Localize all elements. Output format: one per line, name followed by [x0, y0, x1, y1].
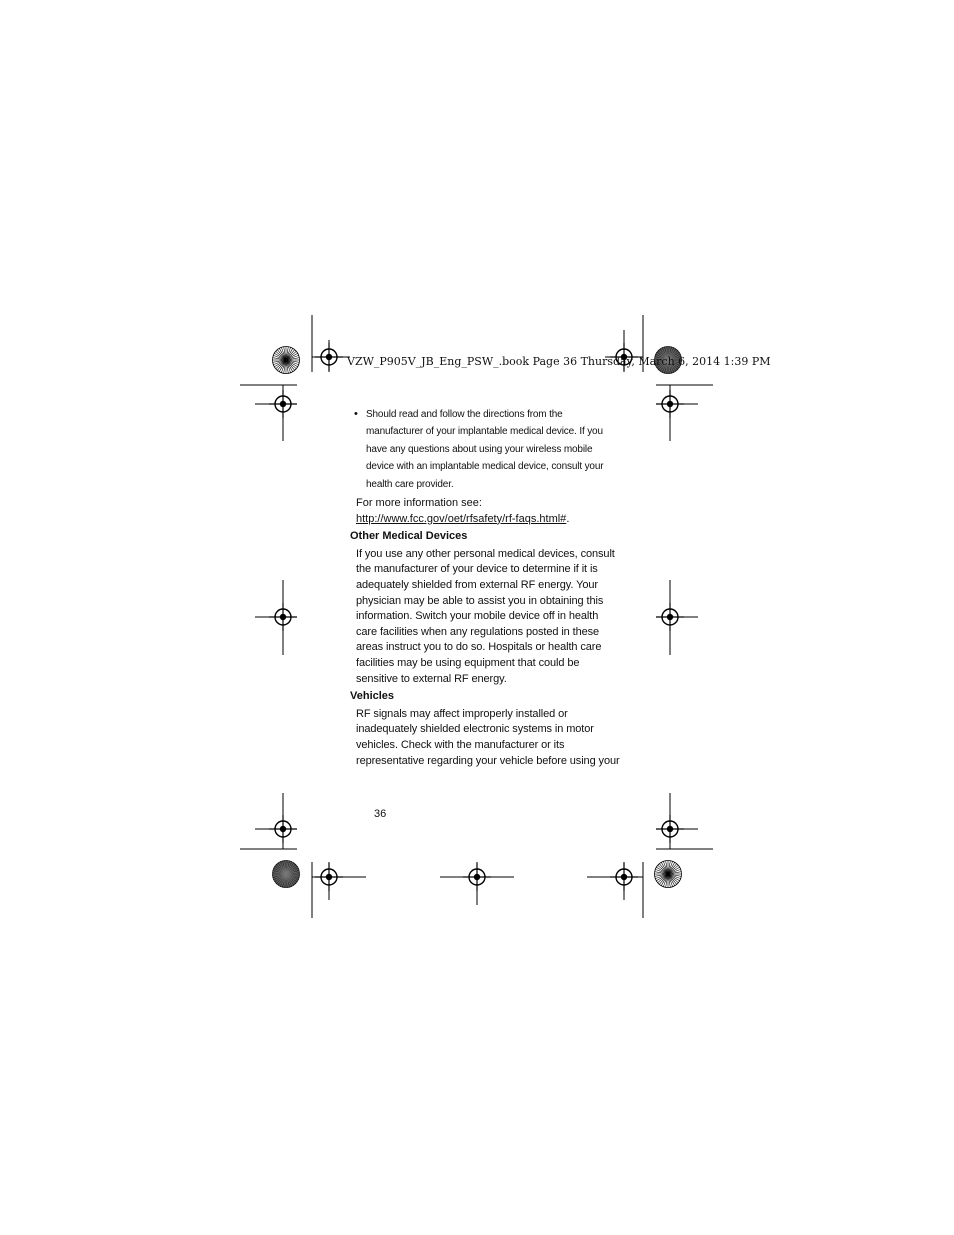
registration-mark-icon	[269, 815, 297, 843]
registration-mark-icon	[656, 390, 684, 418]
registration-mark-icon	[656, 815, 684, 843]
fcc-link[interactable]: http://www.fcc.gov/oet/rfsafety/rf-faqs.html#	[356, 512, 567, 525]
registration-mark-icon	[269, 603, 297, 631]
section-heading-other-medical-devices: Other Medical Devices	[350, 530, 468, 543]
registration-mark-icon	[463, 863, 491, 891]
print-header: VZW_P905V_JB_Eng_PSW_.book Page 36 Thursday, March 6, 2014 1:39 PM	[347, 355, 771, 368]
more-info-suffix: .	[566, 512, 570, 525]
starburst-dark-icon	[273, 861, 300, 888]
starburst-target-icon	[655, 861, 682, 888]
main-content	[350, 406, 622, 769]
more-info-paragraph	[356, 496, 622, 527]
section-heading-vehicles: Vehicles	[350, 690, 395, 703]
page-number: 36	[374, 808, 387, 820]
registration-mark-icon	[315, 343, 343, 371]
bullet-text: Should read and follow the directions from the manufacturer of your implantable medical device. If you have any questions about using your wireless mobile device with an implantable medical device, consult your health care provider.	[366, 409, 604, 490]
registration-mark-icon	[656, 603, 684, 631]
bullet-icon: •	[354, 408, 358, 420]
registration-mark-icon	[315, 863, 343, 891]
section-body-vehicles: RF signals may affect improperly installed or inadequately shielded electronic systems in motor vehicles. Check with the manufacturer or its representative regarding your vehicle before using your	[356, 707, 620, 767]
more-info-prefix: For more information see:	[356, 497, 482, 510]
registration-mark-icon	[610, 863, 638, 891]
section-body-other-medical-devices: If you use any other personal medical devices, consult the manufacturer of your device to determine if it is adequately shielded from external RF energy. Your physician may be able to assist you in obtaining this information. Switch your mobile device off in health care facilities when any regulations posted in these areas instruct you to do so. Hospitals or health care facilities may be using equipment that could be sensitive to external RF energy.	[356, 547, 615, 685]
starburst-target-icon	[273, 347, 300, 374]
bullet-item	[354, 406, 622, 493]
registration-mark-icon	[269, 390, 297, 418]
